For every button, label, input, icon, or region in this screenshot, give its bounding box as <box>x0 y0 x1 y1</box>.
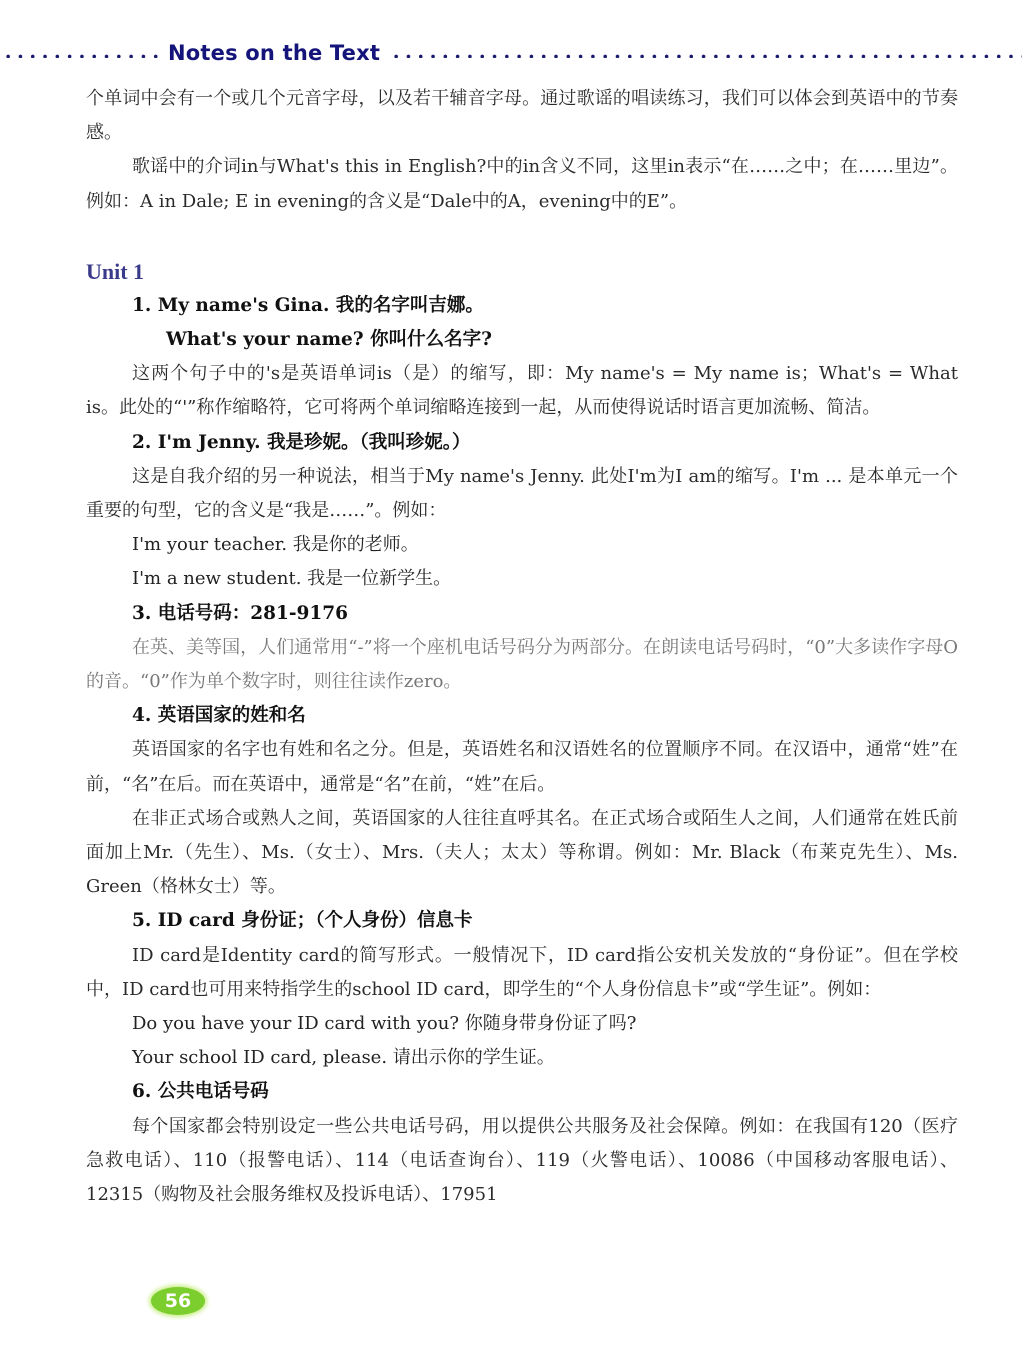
note-3-paragraph: 在英、美等国，人们通常用“-”将一个座机电话号码分为两部分。在朗读电话号码时，“0”大多读作字母O的音。“0”作为单个数字时，则往往读作zero。 <box>86 636 958 693</box>
note-3-heading: 3. 电话号码：281-9176 <box>132 602 349 624</box>
dotted-rule-left <box>2 54 162 58</box>
note-2-example-1: I'm your teacher. 我是你的老师。 <box>132 534 419 556</box>
note-2-heading: 2. I'm Jenny. 我是珍妮。（我叫珍妮。） <box>132 431 471 453</box>
dotted-rule-right <box>390 54 1022 58</box>
note-1-subheading: What's your name? 你叫什么名字? <box>166 329 492 351</box>
note-4-heading: 4. 英语国家的姓和名 <box>132 705 306 727</box>
note-5-example-1: Do you have your ID card with you? 你随身带身份证了吗? <box>132 1013 637 1035</box>
intro-paragraph-2: 歌谣中的介词in与What's this in English?中的in含义不同，这里in表示“在……之中；在……里边”。例如：A in Dale; E in evening的含义是“Dale中的A，evening中的E”。 <box>86 156 958 212</box>
note-5-example-2: Your school ID card, please. 请出示你的学生证。 <box>132 1047 555 1069</box>
note-5-paragraph: ID card是Identity card的简写形式。一般情况下，ID card指公安机关发放的“身份证”。但在学校中，ID card也可用来特指学生的school ID card，即学生的“个人身份信息卡”或“学生证”。例如： <box>86 944 958 1000</box>
intro-paragraph-1: 个单词中会有一个或几个元音字母，以及若干辅音字母。通过歌谣的唱读练习，我们可以体会到英语中的节奏感。 <box>86 88 958 144</box>
note-6-paragraph: 每个国家都会特别设定一些公共电话号码，用以提供公共服务及社会保障。例如：在我国有120（医疗急救电话）、110（报警电话）、114（电话查询台）、119（火警电话）、10086（中国移动客服电话）、12315（购物及社会服务维权及投诉电话）、17951 <box>86 1115 958 1206</box>
note-6-heading: 6. 公共电话号码 <box>132 1081 269 1103</box>
page-content <box>86 82 958 1212</box>
note-2-example-2: I'm a new student. 我是一位新学生。 <box>132 568 452 590</box>
note-1-paragraph: 这两个句子中的's是英语单词is（是）的缩写，即：My name's = My name is；What's = What is。此处的“'”称作缩略符，它可将两个单词缩略连接到一起，从而使得说话时语言更加流畅、简洁。 <box>86 363 958 419</box>
page-number-badge: 56 <box>151 1287 205 1315</box>
note-1-heading: 1. My name's Gina. 我的名字叫吉娜。 <box>132 294 484 316</box>
note-4-paragraph-1: 英语国家的名字也有姓和名之分。但是，英语姓名和汉语姓名的位置顺序不同。在汉语中，通常“姓”在前，“名”在后。而在英语中，通常是“名”在前，“姓”在后。 <box>86 739 958 795</box>
note-4-paragraph-2: 在非正式场合或熟人之间，英语国家的人往往直呼其名。在正式场合或陌生人之间，人们通常在姓氏前面加上Mr.（先生）、Ms.（女士）、Mrs.（夫人；太太）等称谓。例如：Mr. Black（布莱克先生）、Ms. Green（格林女士）等。 <box>86 807 958 898</box>
note-2-paragraph: 这是自我介绍的另一种说法，相当于My name's Jenny. 此处I'm为I am的缩写。I'm ... 是本单元一个重要的句型，它的含义是“我是……”。例如： <box>86 465 958 522</box>
note-5-heading: 5. ID card 身份证；（个人身份）信息卡 <box>132 910 473 932</box>
section-header <box>0 40 1024 70</box>
section-title: Notes on the Text <box>168 41 381 65</box>
unit-title: Unit 1 <box>86 258 145 284</box>
